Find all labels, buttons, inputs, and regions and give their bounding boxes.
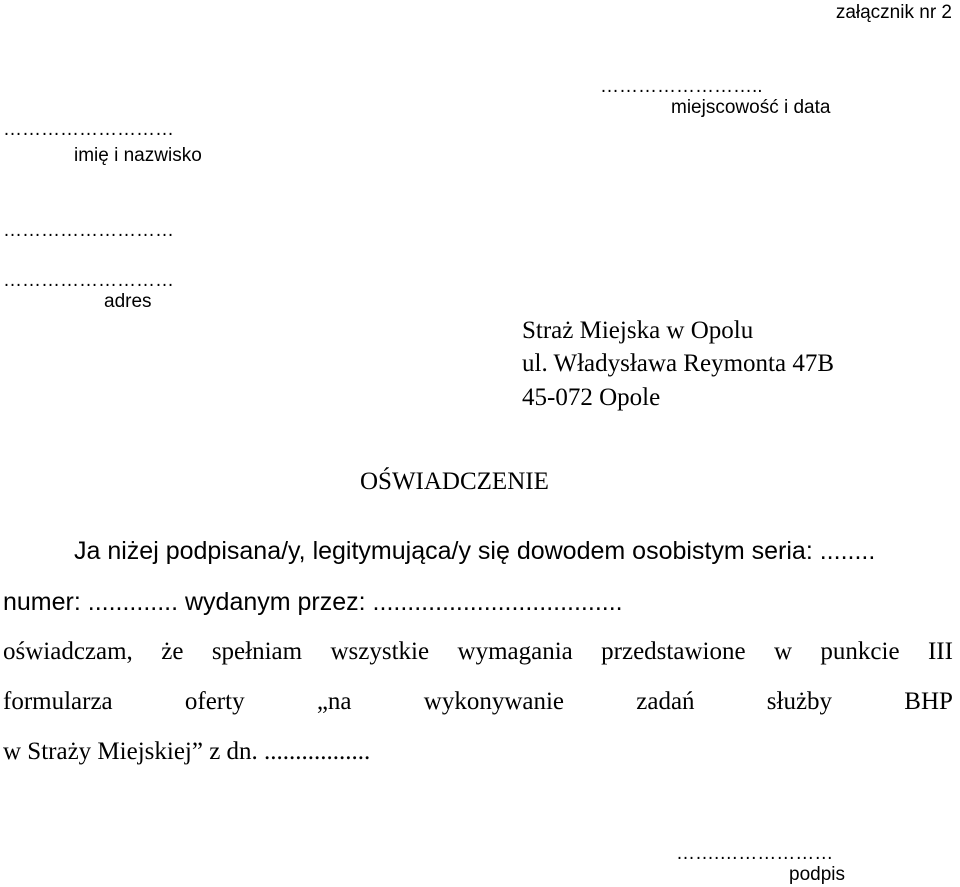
word: zadań — [636, 688, 695, 715]
word: służby — [766, 688, 833, 715]
place-date-dots: …………………….. — [600, 76, 763, 97]
address-dots-2: ……………………… — [3, 270, 174, 291]
name-label: imię i nazwisko — [74, 145, 202, 166]
signature-dots: …….……………… — [676, 843, 834, 864]
recipient-street: ul. Władysława Reymonta 47B — [522, 350, 834, 377]
word: spełniam — [211, 638, 303, 665]
statement-line-5: w Straży Miejskiej” z dn. ................. — [3, 738, 371, 765]
name-dots: ……………………… — [3, 119, 174, 140]
place-date-label: miejscowość i data — [671, 97, 831, 118]
signature-label: podpis — [789, 864, 845, 885]
statement-line-1: Ja niżej podpisana/y, legitymująca/y się dowodem osobistym seria: ........ — [74, 537, 876, 565]
word: III — [927, 638, 953, 665]
statement-line-2: numer: ............. wydanym przez: .................................... — [3, 588, 623, 616]
word: „na — [316, 688, 352, 715]
statement-line-3 — [3, 637, 953, 667]
word: wykonywanie — [423, 688, 565, 715]
word: oświadczam, — [3, 638, 133, 665]
address-label: adres — [104, 291, 152, 312]
word: wymagania — [457, 638, 573, 665]
word: oferty — [184, 688, 245, 715]
word: w — [773, 638, 793, 665]
statement-line-4 — [3, 687, 953, 717]
word: wszystkie — [330, 638, 430, 665]
word: że — [161, 638, 184, 665]
document-title: OŚWIADCZENIE — [360, 468, 549, 495]
address-dots-1: ……………………… — [3, 220, 174, 241]
recipient-city: 45-072 Opole — [522, 384, 661, 411]
word: BHP — [904, 688, 953, 715]
word: formularza — [3, 688, 113, 715]
attachment-label: załącznik nr 2 — [835, 2, 952, 23]
word: punkcie — [820, 638, 900, 665]
word: przedstawione — [601, 638, 746, 665]
recipient-name: Straż Miejska w Opolu — [522, 317, 754, 344]
